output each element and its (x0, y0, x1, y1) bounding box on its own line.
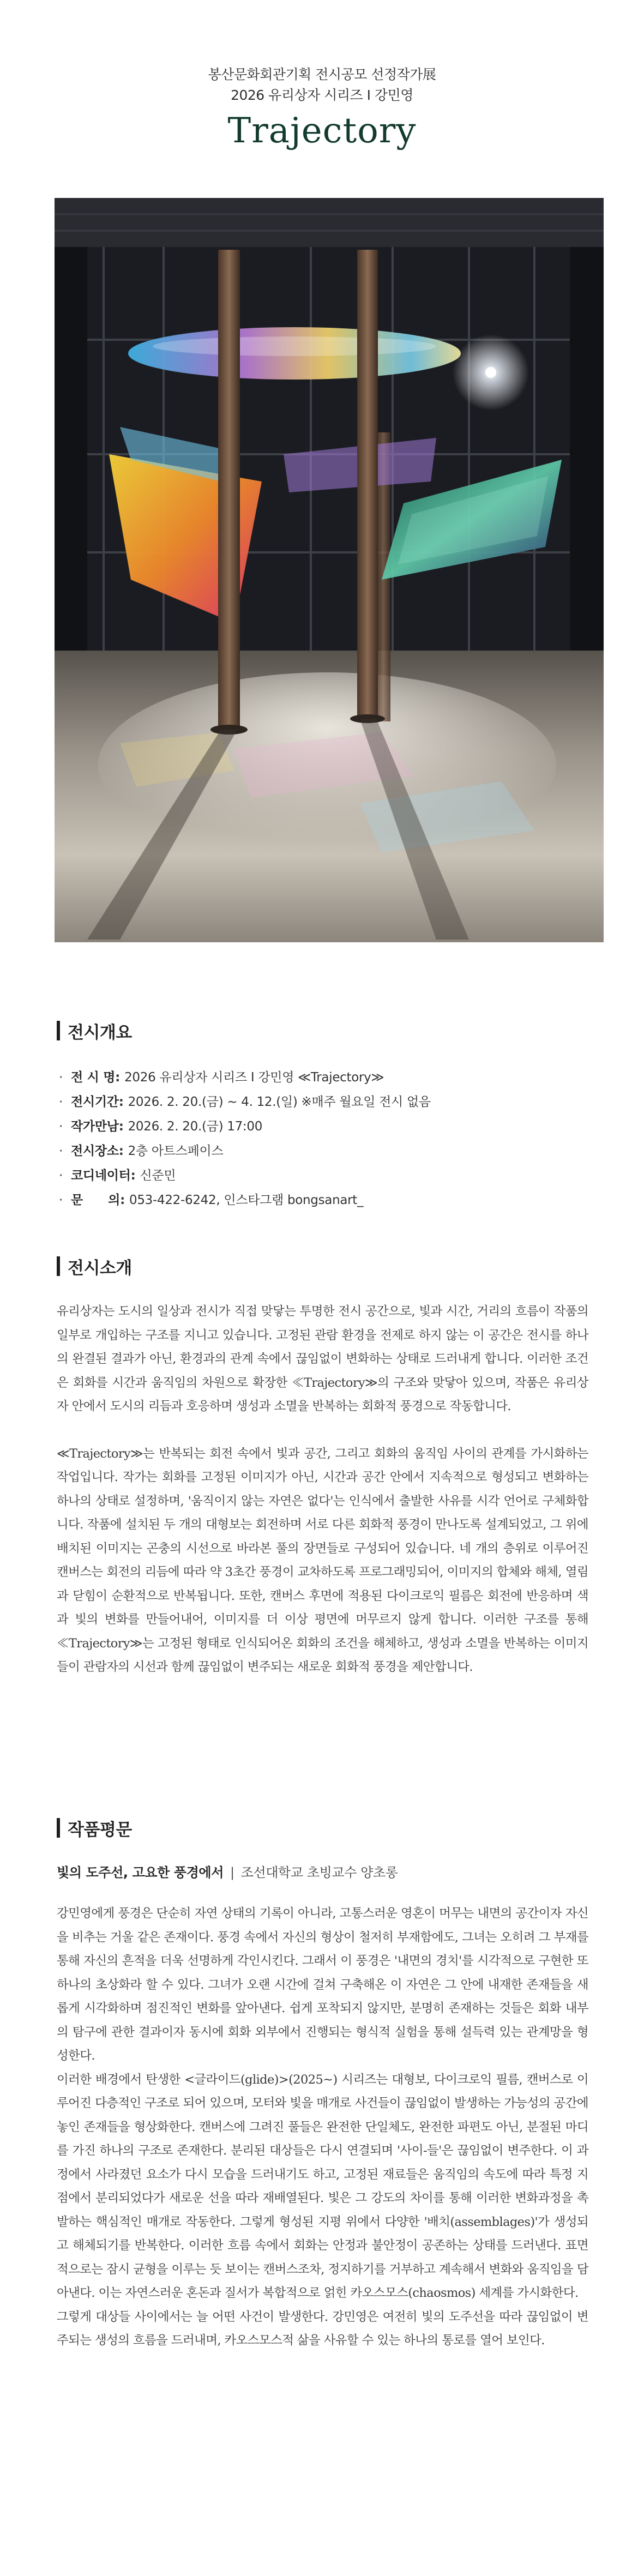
critique-paragraph: 강민영에게 풍경은 단순히 자연 상태의 기록이 아니라, 고통스러운 영혼이 머무는 내면의 공간이자 자신을 비추는 거울 같은 존재이다. 풍경 속에서 자신의 형상이 철저히 부재함에도, 그녀는 오히려 그 부재를 통해 자신의 흔적을 더욱 선명하게 각인시킨다. 그래서 이 풍경은 '내면의 경치'를 시각적으로 구현한 또 하나의 초상화라 할 수 있다. 그녀가 오랜 시간에 걸쳐 구축해온 이 자연은 그 안에 내재한 존재들을 새롭게 시각화하며 점진적인 변화를 앞아낸다. 쉽게 포착되지 않지만, 분명히 존재하는 것들은 회화 내부의 탐구에 관한 결과이자 동시에 회화 외부에서 진행되는 형식적 실험을 통해 설득력 있는 관계망을 형성한다. (57, 1906, 588, 2063)
heading-bar (57, 1021, 60, 1040)
intro-heading (57, 1254, 588, 1278)
overview-item-artist-talk: · 작가만남 : 2026. 2. 20.(금) 17:00 (59, 1115, 588, 1139)
overview-item-venue: · 전시장소 : 2층 아트스페이스 (59, 1139, 588, 1164)
overview-heading-text: 전시개요 (68, 1022, 132, 1043)
overview-value: 2026 유리상자 시리즈 Ⅰ 강민영 ≪Trajectory≫ (124, 1070, 384, 1085)
overview-value: 신준민 (140, 1169, 176, 1183)
critique-author: 조선대학교 초빙교수 양초롱 (240, 1865, 398, 1880)
overview-label: 코디네이터 (71, 1169, 131, 1183)
overview-item-coordinator: · 코디네이터 : 신준민 (59, 1164, 588, 1188)
header-subtitle-line2: 2026 유리상자 시리즈 Ⅰ 강민영 (231, 87, 413, 103)
overview-label: 전시기간 (71, 1095, 119, 1109)
overview-value: 2026. 2. 20.(금) ~ 4. 12.(일) ※매주 월요일 전시 없음 (128, 1095, 431, 1109)
heading-bar (57, 1818, 60, 1838)
overview-item-title: · 전 시 명 : 2026 유리상자 시리즈 Ⅰ 강민영 ≪Trajectory≫ (59, 1066, 588, 1090)
overview-label: 전 시 명 (71, 1070, 116, 1085)
overview-label: 문 의 (71, 1193, 121, 1207)
critique-work-title: 빛의 도주선, 고요한 풍경에서 (57, 1865, 224, 1880)
intro-body (57, 1300, 588, 1680)
overview-item-contact: · 문 의 : 053-422-6242, 인스타그램 bongsanart_ (59, 1188, 588, 1213)
intro-section (57, 1254, 588, 1680)
overview-value: 2층 아트스페이스 (128, 1144, 224, 1158)
page-header (0, 64, 644, 152)
exhibition-title: Trajectory (227, 111, 417, 151)
artwork-installation-photo (55, 198, 604, 942)
intro-paragraph: ≪Trajectory≫는 반복되는 회전 속에서 빛과 공간, 그리고 회화의 움직임 사이의 관계를 가시화하는 작업입니다. 작가는 회화를 고정된 이미지가 아닌, 시간과 공간 안에서 지속적으로 형성되고 변화하는 하나의 상태로 설정하며, '움직이지 않는 자연은 없다'는 인식에서 출발한 사유를 시각 언어로 구체화합니다. 작품에 설치된 두 개의 대형보는 회전하며 서로 다른 회화적 풍경이 만나도록 설계되었고, 그 위에 배치된 이미지는 곤충의 시선으로 바라본 풀의 장면들로 구성되어 있습니다. 네 개의 층위로 이루어진 캔버스는 회전의 리듬에 따라 약 3초간 풍경이 교차하도록 프로그래밍되어, 이미지의 합체와 해체, 열림과 닫힘이 순환적으로 반복됩니다. 또한, 캔버스 후면에 적용된 다이크로익 필름은 회전에 반응하며 색과 빛의 변화를 만들어내어, 이미지를 더 이상 평면에 머무르지 않게 합니다. 이러한 구조를 통해 ≪Trajectory≫는 고정된 형태로 인식되어온 회화의 조건을 해체하고, 생성과 소멸을 반복하는 이미지들이 관람자의 시선과 함께 끊임없이 변주되는 새로운 회화적 풍경을 제안합니다. (57, 1446, 588, 1674)
overview-section (57, 1019, 588, 1213)
critique-heading (57, 1816, 588, 1840)
header-subtitle-line1: 봉산문화회관기획 전시공모 선정작가展 (208, 67, 436, 82)
overview-heading (57, 1019, 588, 1043)
overview-label: 작가만남 (71, 1120, 119, 1134)
overview-value: 053-422-6242, 인스타그램 bongsanart_ (129, 1193, 364, 1207)
intro-heading-text: 전시소개 (68, 1258, 132, 1278)
overview-item-period: · 전시기간 : 2026. 2. 20.(금) ~ 4. 12.(일) ※매주 월요일 전시 없음 (59, 1090, 588, 1115)
overview-label: 전시장소 (71, 1144, 119, 1158)
critique-byline: 빛의 도주선, 고요한 풍경에서 | 조선대학교 초빙교수 양초롱 (57, 1865, 398, 1880)
critique-body (57, 1902, 588, 2353)
intro-paragraph: 유리상자는 도시의 일상과 전시가 직접 맞닿는 투명한 전시 공간으로, 빛과 시간, 거리의 흐름이 작품의 일부로 개입하는 구조를 지니고 있습니다. 고정된 관람 환경을 전제로 하지 않는 이 공간은 전시를 하나의 완결된 결과가 아닌, 환경과의 관계 속에서 끊임없이 변화하는 상태로 드러내게 합니다. 이러한 조건은 회화를 시간과 움직임의 차원으로 확장한 ≪Trajectory≫의 구조와 맞닿아 있으며, 작품은 유리상자 안에서 도시의 리듬과 호응하며 생성과 소멸을 반복하는 회화적 풍경으로 작동합니다. (57, 1304, 588, 1413)
critique-paragraph: 이러한 배경에서 탄생한 <글라이드(glide)>(2025~) 시리즈는 대형보, 다이크로익 필름, 캔버스로 이루어진 다층적인 구조로 되어 있으며, 모터와 빛을 매개로 사건들이 끊임없이 발생하는 가능성의 공간에 놓인 존재들을 형상화한다. 캔버스에 그려진 풀들은 완전한 단일체도, 완전한 파편도 아닌, 분절된 마디를 가진 하나의 구조로 존재한다. 분리된 대상들은 다시 연결되며 '사이-들'은 끊임없이 변주한다. 이 과정에서 사라졌던 요소가 다시 모습을 드러내기도 하고, 고정된 재료들은 움직임의 속도에 따라 특정 지점에서 분리되었다가 새로운 선을 따라 재배열된다. 빛은 그 강도의 차이를 통해 이러한 변화과정을 촉발하는 핵심적인 매개로 작동한다. 그렇게 형성된 지평 위에서 다양한 '배치(assemblages)'가 생성되고 해체되기를 반복한다. 이러한 흐름 속에서 회화는 안정과 불안정이 공존하는 상태를 드러낸다. 표면적으로는 잠시 균형을 이루는 듯 보이는 캔버스조차, 정지하기를 거부하고 계속해서 변화와 움직임을 담아낸다. 이는 자연스러운 혼돈과 질서가 복합적으로 얽힌 카오스모스(chaosmos) 세계를 가시화한다. (57, 2072, 588, 2300)
installation-illustration (55, 198, 604, 942)
heading-bar (57, 1256, 60, 1276)
overview-list (59, 1066, 588, 1213)
critique-paragraph: 그렇게 대상들 사이에서는 늘 어떤 사건이 발생한다. 강민영은 여전히 빛의 도주선을 따라 끊임없이 변주되는 생성의 흐름을 드러내며, 카오스모스적 삶을 사유할 수 있는 하나의 통로를 열어 보인다. (57, 2309, 588, 2348)
critique-section (57, 1816, 588, 2353)
overview-value: 2026. 2. 20.(금) 17:00 (128, 1120, 263, 1134)
critique-heading-text: 작품평문 (68, 1820, 132, 1840)
